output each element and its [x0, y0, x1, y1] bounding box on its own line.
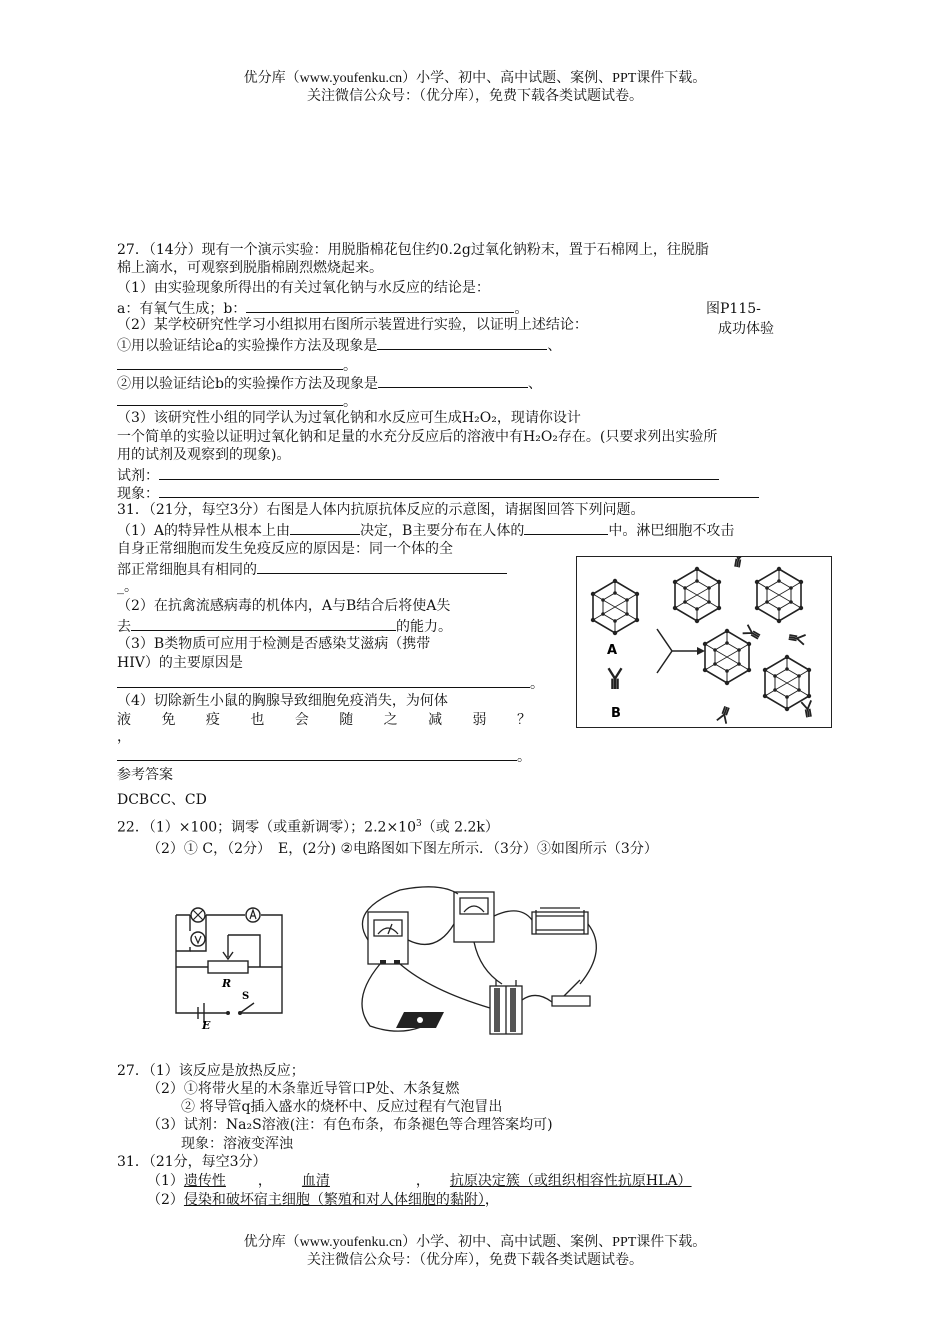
q31-text: 中。淋巴细胞不攻击 [608, 523, 735, 539]
q31-line-12 [117, 711, 531, 729]
a31-prefix: （2） [147, 1192, 184, 1208]
rheostat-device [532, 912, 588, 934]
answer-blank[interactable] [524, 520, 608, 535]
q27-end: 。 [343, 394, 357, 410]
answer-27-1: 27．（1）该反应是放热反应； [117, 1063, 305, 1079]
complex-virus [755, 567, 803, 623]
q31-line-7 [117, 616, 452, 636]
answer-blank[interactable] [246, 298, 514, 313]
label-r: R [222, 977, 232, 990]
reagent-label: 试剂： [117, 468, 159, 484]
q31-text: 去 [117, 619, 131, 635]
header-line-1: 优分库（www.youfenku.cn）小学、初中、高中试题、案例、PPT课件下载。 [243, 71, 707, 86]
q31-text: 决定，B主要分布在人体的 [360, 523, 525, 539]
antibody-bound [743, 625, 762, 642]
q31-char: ？ [516, 712, 531, 728]
q31-char: 会 [294, 712, 309, 728]
q27-sub1-text: ①用以验证结论a的实验操作方法及现象是 [117, 338, 378, 354]
q27-sep: 、 [527, 376, 542, 392]
answer-blank[interactable] [257, 559, 507, 574]
complex-virus [703, 629, 751, 685]
q31-end: 。 [530, 676, 544, 692]
q27-line-5: （2）某学校研究性学习小组拟用右图所示装置进行实验，以证明上述结论： [117, 317, 588, 333]
q27-end: 。 [343, 358, 357, 374]
q27-line-4 [117, 298, 528, 318]
answer-27-5: 现象：溶液变浑浊 [181, 1136, 293, 1152]
q31-char: 减 [428, 712, 443, 728]
q31-line-5: _。 [117, 579, 138, 595]
complex-virus [673, 567, 721, 623]
answer-blank[interactable] [117, 746, 517, 761]
answer-27-3: ② 将导管q插入盛水的烧杯中、反应过程有气泡冒出 [181, 1099, 503, 1115]
q31-char: 之 [383, 712, 398, 728]
q31-char: 疫 [205, 712, 220, 728]
q27-line-8 [117, 373, 542, 393]
answer-blank[interactable] [377, 335, 547, 350]
a31-answer-3: 抗原决定簇（或组织相容性抗原HLA） [449, 1173, 692, 1189]
answers-title: 参考答案 [117, 767, 173, 783]
wiring-photo-svg [340, 880, 620, 1040]
q27-line-11: 一个简单的实验以证明过氧化钠和足量的水充分反应后的溶液中有H₂O₂存在。(只要求列出实验所 [117, 429, 718, 445]
footer-line-1: 优分库（www.youfenku.cn）小学、初中、高中试题、案例、PPT课件下载。 [243, 1235, 707, 1250]
header-line-2: 关注微信公众号：（优分库），免费下载各类试题试卷。 [307, 89, 643, 104]
complex-virus [763, 655, 811, 711]
q31-line-11: （4）切除新生小鼠的胸腺导致细胞免疫消失，为何体 [117, 693, 448, 709]
answer-blank[interactable] [378, 373, 528, 388]
reagent-blank[interactable] [159, 465, 719, 480]
q27-line-1: 27．（14分）现有一个演示实验：用脱脂棉花包住约0.2g过氧化钠粉末，置于石棉网上，往脱脂 [117, 242, 709, 258]
a31-answer-4: 侵染和破坏宿主细胞（繁殖和对人体细胞的黏附） [183, 1192, 485, 1208]
q31-line-1: 31．（21分，每空3分）右图是人体内抗原抗体反应的示意图，请据图回答下列问题。 [117, 502, 645, 518]
circuit-diagram [170, 895, 295, 1030]
figure-caption-line-1: 图P115- [706, 301, 761, 317]
antigen-antibody-diagram [577, 557, 830, 726]
q31-char: 随 [339, 712, 354, 728]
q31-text: 部正常细胞具有相同的 [117, 562, 257, 578]
answer-27-4: （3）试剂：Na₂S溶液(注：有色布条，布条褪色等合理答案均可) [147, 1117, 553, 1133]
q31-text: 的能力。 [396, 619, 452, 635]
a31-end: ， [484, 1192, 499, 1208]
q27-sep: 、 [547, 338, 562, 354]
antigen-a-virus [591, 579, 639, 635]
phenomenon-blank[interactable] [159, 483, 759, 498]
footer-line-2: 关注微信公众号：（优分库），免费下载各类试题试卷。 [307, 1253, 643, 1268]
antigen-antibody-figure [576, 556, 832, 728]
q27-line-12: 用的试剂及观察到的现象)。 [117, 447, 291, 463]
a22-text: （或 2.2k） [421, 819, 499, 836]
q31-line-13: ， [117, 729, 131, 745]
q27-line-14 [117, 483, 759, 503]
answer-blank[interactable] [117, 673, 530, 688]
q27-line-6 [117, 335, 561, 355]
q31-line-6: （2）在抗禽流感病毒的机体内，A与B结合后将使A失 [117, 598, 451, 614]
switch-device [552, 996, 590, 1006]
q31-end: 。 [517, 749, 531, 765]
q31-line-14 [117, 746, 531, 766]
phenomenon-label: 现象： [117, 486, 159, 502]
circuit-diagram-svg [170, 895, 295, 1030]
q27-line-end: 。 [514, 301, 529, 317]
q31-line-9: HIV）的主要原因是 [117, 655, 243, 671]
answer-blank[interactable] [290, 520, 360, 535]
q31-text: （1）A的特异性从根本上由 [117, 523, 291, 539]
answers-multiple-choice: DCBCC、CD [117, 792, 207, 808]
q31-line-2 [117, 520, 734, 540]
q31-line-8: （3）B类物质可应用于检测是否感染艾滋病（携带 [117, 636, 431, 652]
label-e: E [202, 1019, 211, 1030]
q31-line-10 [117, 673, 544, 693]
q27-line-13 [117, 465, 719, 485]
label-a: A [607, 643, 618, 658]
arrow-icon [657, 629, 697, 673]
q27-line-9 [117, 391, 357, 411]
answer-22-1 [117, 815, 499, 837]
q27-line-7 [117, 355, 357, 375]
label-s: S [242, 991, 250, 1002]
figure-caption-line-2: 成功体验 [718, 321, 774, 337]
q27-sub2-text: ②用以验证结论b的实验操作方法及现象是 [117, 376, 378, 392]
q27-line-10: （3）该研究性小组的同学认为过氧化钠和水反应可生成H₂O₂，现请你设计 [117, 410, 581, 426]
antibody-b [609, 668, 622, 689]
q31-line-3: 自身正常细胞而发生免疫反应的原因是：同一个体的全 [117, 541, 453, 557]
answer-27-2: （2）①将带火星的木条靠近导管口P处、木条复燃 [147, 1081, 460, 1097]
arrow-head-icon [697, 647, 705, 655]
label-b: B [611, 706, 621, 721]
a22-text: 22．（1）×100；调零（或重新调零）；2.2×10 [117, 819, 416, 836]
q27-a-b-text: a：有氧气生成；b： [117, 301, 247, 317]
answer-31-2 [147, 1191, 499, 1209]
answer-22-2: （2）① C，（2分） E，(2分) ②电路图如下图左所示．（3分）③如图所示（3分） [147, 841, 658, 857]
q31-line-4 [117, 559, 507, 579]
a31-prefix: （1） [147, 1173, 184, 1189]
wiring-photo [340, 880, 620, 1040]
q27-line-2: 棉上滴水，可观察到脱脂棉剧烈燃烧起来。 [117, 260, 383, 276]
answer-31-1: （1）遗传性， 血清 ， 抗原决定簇（或组织相容性抗原HLA） [147, 1173, 692, 1189]
a31-answer-1: 遗传性 [183, 1173, 226, 1189]
q31-char: 液 [117, 712, 131, 728]
a22-exponent: 3 [415, 819, 422, 829]
q31-char: 也 [250, 712, 265, 728]
q31-char: 弱 [472, 712, 487, 728]
q31-char: 免 [161, 712, 176, 728]
answer-blank[interactable] [131, 616, 396, 631]
antibody-bound [732, 557, 745, 568]
antibody-bound [788, 632, 805, 645]
answer-blank[interactable] [117, 355, 343, 370]
answer-31-0: 31．（21分，每空3分） [117, 1154, 267, 1170]
antibody-bound [717, 705, 732, 723]
a31-answer-2: 血清 [301, 1173, 330, 1189]
antibody-bound [801, 700, 814, 717]
q27-line-3: （1）由实验现象所得出的有关过氧化钠与水反应的结论是： [117, 280, 490, 296]
answer-blank[interactable] [117, 391, 343, 406]
